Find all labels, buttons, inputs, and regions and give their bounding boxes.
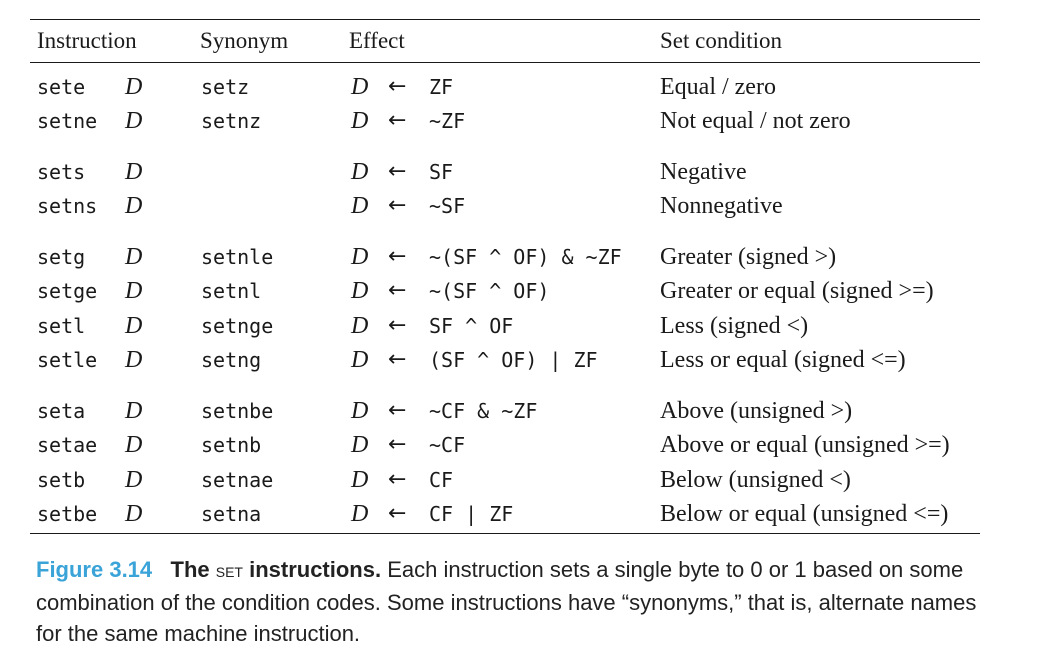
assign-arrow: ←: [388, 193, 407, 218]
effect-destination: D: [351, 347, 369, 373]
synonym: setnbe: [201, 399, 274, 423]
operand: D: [125, 467, 143, 493]
effect-destination: D: [351, 432, 369, 458]
effect-expression: CF | ZF: [429, 502, 514, 526]
operand: D: [125, 313, 143, 339]
instruction-mnemonic: sete: [37, 75, 86, 99]
set-condition: Not equal / not zero: [660, 108, 851, 134]
effect-expression: ~ZF: [429, 109, 466, 133]
figure-title-prefix: The: [170, 557, 216, 582]
effect-destination: D: [351, 278, 369, 304]
effect-expression: ~CF: [429, 433, 466, 457]
set-condition: Less (signed <): [660, 313, 809, 339]
synonym: setnle: [201, 245, 274, 269]
synonym: setng: [201, 348, 262, 372]
instruction-mnemonic: sets: [37, 160, 86, 184]
synonym: setnz: [201, 109, 262, 133]
assign-arrow: ←: [388, 244, 407, 269]
assign-arrow: ←: [388, 347, 407, 372]
operand: D: [125, 501, 143, 527]
effect-expression: ~CF & ~ZF: [429, 399, 538, 423]
operand: D: [125, 278, 143, 304]
effect-expression: SF ^ OF: [429, 314, 514, 338]
effect-expression: ~(SF ^ OF) & ~ZF: [429, 245, 622, 269]
set-condition: Nonnegative: [660, 193, 783, 219]
synonym: setnae: [201, 468, 274, 492]
header-synonym: Synonym: [200, 28, 289, 53]
assign-arrow: ←: [388, 467, 407, 492]
synonym: setna: [201, 502, 262, 526]
effect-expression: ~(SF ^ OF): [429, 279, 550, 303]
set-condition: Below or equal (unsigned <=): [660, 501, 949, 527]
assign-arrow: ←: [388, 278, 407, 303]
operand: D: [125, 108, 143, 134]
instruction-mnemonic: setle: [37, 348, 98, 372]
operand: D: [125, 74, 143, 100]
effect-destination: D: [351, 501, 369, 527]
set-condition: Less or equal (signed <=): [660, 347, 906, 373]
figure-title-suffix: instructions.: [242, 557, 382, 582]
effect-destination: D: [351, 193, 369, 219]
effect-destination: D: [351, 74, 369, 100]
synonym: setnl: [201, 279, 262, 303]
assign-arrow: ←: [388, 108, 407, 133]
instruction-mnemonic: setns: [37, 194, 98, 218]
operand: D: [125, 159, 143, 185]
table-bottom-rule: [30, 533, 980, 534]
assign-arrow: ←: [388, 313, 407, 338]
assign-arrow: ←: [388, 159, 407, 184]
header-effect: Effect: [349, 28, 405, 53]
instruction-mnemonic: setl: [37, 314, 86, 338]
set-condition: Equal / zero: [660, 74, 776, 100]
operand: D: [125, 193, 143, 219]
set-condition: Below (unsigned <): [660, 467, 851, 493]
effect-expression: SF: [429, 160, 454, 184]
set-condition: Above (unsigned >): [660, 398, 853, 424]
instruction-mnemonic: setbe: [37, 502, 98, 526]
assign-arrow: ←: [388, 74, 407, 99]
figure-title-set: set: [215, 560, 243, 582]
figure-number: Figure 3.14: [36, 557, 153, 582]
operand: D: [125, 398, 143, 424]
instruction-mnemonic: setg: [37, 245, 86, 269]
operand: D: [125, 347, 143, 373]
effect-expression: ZF: [429, 75, 454, 99]
effect-destination: D: [351, 244, 369, 270]
synonym: setnb: [201, 433, 262, 457]
assign-arrow: ←: [388, 398, 407, 423]
effect-destination: D: [351, 467, 369, 493]
figure-title: [171, 557, 382, 582]
set-condition: Above or equal (unsigned >=): [660, 432, 950, 458]
set-condition: Greater (signed >): [660, 244, 837, 270]
figure-caption-body: Each instruction sets a single byte to 0 or 1 based on some combination of the condition codes. Some instructions have “synonyms,” that is, alternate names for the same machine instruction.: [36, 557, 977, 646]
set-condition: Negative: [660, 159, 747, 185]
table-top-rule: [30, 19, 980, 20]
assign-arrow: ←: [388, 501, 407, 526]
synonym: setnge: [201, 314, 274, 338]
header-instruction: Instruction: [37, 28, 137, 53]
effect-destination: D: [351, 159, 369, 185]
instruction-mnemonic: setge: [37, 279, 98, 303]
effect-expression: CF: [429, 468, 454, 492]
figure-caption: [36, 554, 996, 649]
operand: D: [125, 432, 143, 458]
header-set-condition: Set condition: [660, 28, 783, 53]
instruction-mnemonic: setne: [37, 109, 98, 133]
effect-destination: D: [351, 313, 369, 339]
header-rule: [30, 62, 980, 63]
operand: D: [125, 244, 143, 270]
synonym: setz: [201, 75, 250, 99]
effect-destination: D: [351, 398, 369, 424]
effect-destination: D: [351, 108, 369, 134]
instruction-mnemonic: setae: [37, 433, 98, 457]
instruction-mnemonic: setb: [37, 468, 86, 492]
assign-arrow: ←: [388, 432, 407, 457]
instruction-mnemonic: seta: [37, 399, 86, 423]
set-condition: Greater or equal (signed >=): [660, 278, 934, 304]
effect-expression: (SF ^ OF) | ZF: [429, 348, 598, 372]
effect-expression: ~SF: [429, 194, 466, 218]
